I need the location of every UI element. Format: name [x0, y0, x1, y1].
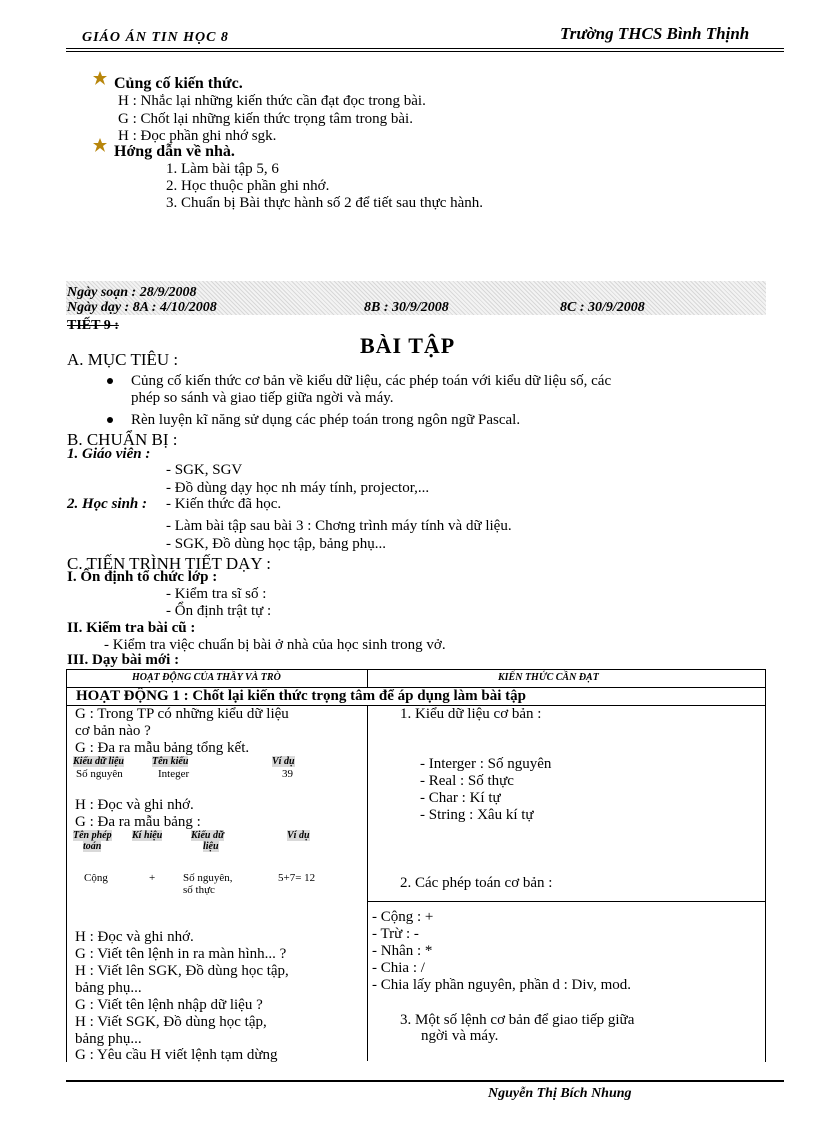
tiet-label: TIẾT 9 : — [67, 318, 119, 333]
mini2-h3b: liệu — [203, 841, 219, 852]
cungco-line-1: H : Nhắc lại những kiến thức cần đạt đọc trong bài. — [118, 93, 426, 109]
mini2-c3b: số thực — [183, 884, 215, 896]
tientrinh-ii: II. Kiểm tra bài cũ : — [67, 620, 196, 636]
cungco-line-3: H : Đọc phần ghi nhớ sgk. — [118, 128, 277, 144]
right-3b: ngời và máy. — [421, 1028, 499, 1044]
muctieu-heading: A. MỤC TIÊU : — [67, 350, 179, 369]
huongdan-item-3: 3. Chuẩn bị Bài thực hành số 2 để tiết sau thực hành. — [166, 195, 484, 211]
chuanbi-gv-2: - Đồ dùng dạy học nh máy tính, projector,... — [166, 480, 430, 496]
ngay-day: Ngày dạy : 8A : 4/10/2008 — [67, 300, 217, 315]
chuanbi-hs-0: - Kiến thức đã học. — [166, 496, 282, 512]
mini1-c2: Integer — [158, 768, 190, 780]
chuanbi-hs-1: - Làm bài tập sau bài 3 : Chơng trình máy tính và dữ liệu. — [166, 518, 512, 534]
huongdan-item-1: 1. Làm bài tập 5, 6 — [166, 161, 279, 177]
mini2-c1: Cộng — [84, 872, 108, 884]
mini1-h1: Kiểu dữ liệu — [73, 756, 124, 767]
header-rule — [66, 48, 784, 49]
tientrinh-iii: III. Dạy bài mới : — [67, 652, 180, 668]
chuanbi-heading: B. CHUẨN BỊ : — [67, 430, 178, 449]
type-2: - Real : Số thực — [420, 773, 514, 789]
right-1: 1. Kiểu dữ liệu cơ bản : — [400, 706, 542, 722]
ngay-soan: Ngày soạn : 28/9/2008 — [67, 285, 197, 300]
mini2-h4: Ví dụ — [287, 830, 310, 841]
left3-line-1: H : Đọc và ghi nhớ. — [75, 929, 194, 945]
cungco-line-2: G : Chốt lại những kiến thức trọng tâm trong bài. — [118, 111, 413, 127]
op-3: - Nhân : * — [372, 943, 433, 959]
chuanbi-gv: 1. Giáo viên : — [67, 446, 151, 462]
tientrinh-i-1: - Kiểm tra sĩ số : — [166, 586, 267, 602]
left3-line-6: H : Viết SGK, Đồ dùng học tập, — [75, 1014, 267, 1030]
table-divider — [367, 705, 368, 1061]
left3-line-5: G : Viết tên lệnh nhập dữ liệu ? — [75, 997, 263, 1013]
bullet-icon — [107, 417, 113, 423]
header-right: Trường THCS Bình Thịnh — [560, 24, 750, 43]
left3-line-3: H : Viết lên SGK, Đồ dùng học tập, — [75, 963, 289, 979]
bullet-icon — [107, 378, 113, 384]
huongdan-heading: Hớng dẫn về nhà. — [114, 143, 235, 160]
tientrinh-i: I. Ổn định tổ chức lớp : — [67, 569, 218, 585]
op-5: - Chia lấy phần nguyên, phần d : Div, mod. — [372, 977, 631, 993]
left3-line-4: bảng phụ... — [75, 980, 142, 996]
right-3a: 3. Một số lệnh cơ bản để giao tiếp giữa — [400, 1012, 635, 1028]
left-line-3: G : Đa ra mẫu bảng tổng kết. — [75, 740, 250, 756]
header-left: GIÁO ÁN TIN HỌC 8 — [82, 30, 229, 45]
left3-line-8: G : Yêu cầu H viết lệnh tạm dừng — [75, 1047, 278, 1063]
tientrinh-heading: C. TIẾN TRÌNH TIẾT DẠY : — [67, 554, 271, 573]
muctieu-b2: Rèn luyện kĩ năng sử dụng các phép toán trong ngôn ngữ Pascal. — [131, 412, 521, 428]
right-2: 2. Các phép toán cơ bản : — [400, 875, 553, 891]
mini1-h2: Tên kiểu — [152, 756, 189, 767]
mini1-c3: 39 — [282, 768, 293, 780]
op-4: - Chia : / — [372, 960, 425, 976]
left-line-2: cơ bản nào ? — [75, 723, 151, 739]
header-rule-2 — [66, 51, 784, 52]
left2-line-2: G : Đa ra mẫu bảng : — [75, 814, 201, 830]
left-line-1: G : Trong TP có những kiểu dữ liệu — [75, 706, 289, 722]
col-header-right: KIẾN THỨC CẦN ĐẠT — [498, 672, 599, 683]
star-bullet-icon — [93, 138, 107, 152]
muctieu-b1a: Củng cố kiến thức cơ bản về kiểu dữ liệu, các phép toán với kiểu dữ liệu số, các — [131, 373, 612, 389]
mini2-c2: + — [149, 872, 156, 884]
footer-rule — [66, 1080, 784, 1082]
chuanbi-hs: 2. Học sinh : — [67, 496, 148, 512]
muctieu-b1b: phép so sánh và giao tiếp giữa ngời và máy. — [131, 390, 394, 406]
chuanbi-gv-1: - SGK, SGV — [166, 462, 243, 478]
type-1: - Interger : Số nguyên — [420, 756, 552, 772]
chuanbi-hs-2: - SGK, Đồ dùng học tập, bảng phụ... — [166, 536, 386, 552]
tientrinh-ii-1: - Kiểm tra việc chuẩn bị bài ở nhà của học sinh trong vở. — [104, 637, 446, 653]
cungco-heading: Củng cố kiến thức. — [114, 75, 243, 92]
ngay-day-8b: 8B : 30/9/2008 — [364, 300, 449, 315]
star-bullet-icon — [93, 71, 107, 85]
mini1-h3: Ví dụ — [272, 756, 295, 767]
mini2-c4: 5+7= 12 — [278, 872, 316, 884]
mini2-h1b: toán — [83, 841, 102, 852]
left3-line-2: G : Viết tên lệnh in ra màn hình... ? — [75, 946, 287, 962]
tientrinh-i-2: - Ổn định trật tự : — [166, 603, 272, 619]
hoatdong-1: HOẠT ĐỘNG 1 : Chốt lại kiến thức trọng tâm để áp dụng làm bài tập — [76, 688, 527, 704]
page-title: BÀI TẬP — [360, 333, 456, 358]
type-4: - String : Xâu kí tự — [420, 807, 534, 823]
mini2-h1: Tên phép — [73, 830, 112, 841]
op-1: - Cộng : + — [372, 909, 434, 925]
op-2: - Trừ : - — [372, 926, 419, 942]
mini1-c1: Số nguyên — [76, 768, 123, 780]
type-3: - Char : Kí tự — [420, 790, 501, 806]
footer-author: Nguyễn Thị Bích Nhung — [488, 1086, 632, 1101]
ngay-day-8c: 8C : 30/9/2008 — [560, 300, 645, 315]
mini2-h3: Kiểu dữ — [191, 830, 224, 841]
col-header-left: HOẠT ĐỘNG CỦA THẦY VÀ TRÒ — [132, 672, 281, 683]
huongdan-item-2: 2. Học thuộc phần ghi nhớ. — [166, 178, 330, 194]
left2-line-1: H : Đọc và ghi nhớ. — [75, 797, 194, 813]
mini2-h2: Kí hiệu — [132, 830, 163, 841]
mini2-c3: Số nguyên, — [183, 872, 233, 884]
left3-line-7: bảng phụ... — [75, 1031, 142, 1047]
